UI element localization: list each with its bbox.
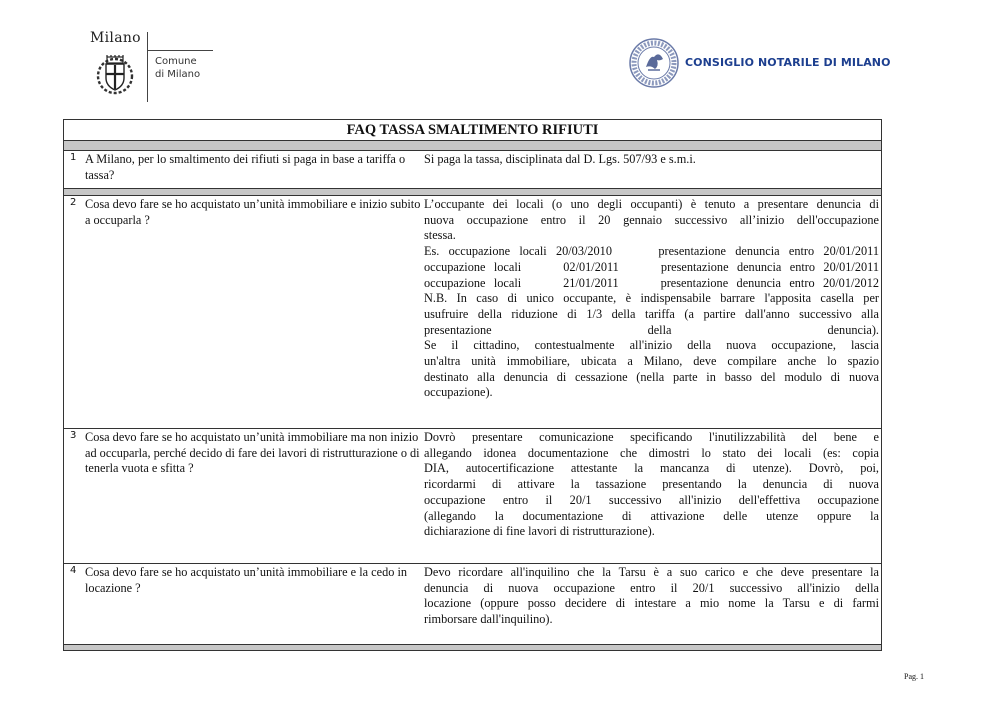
answer-line: usufruire della riduzione di 1/3 della tariffa (a partire dall'anno successivo alla <box>424 306 879 321</box>
faq-table <box>63 119 882 651</box>
question-text: Cosa devo fare se ho acquistato un’unità immobiliare ma non inizio ad occuparla, perché decido di fare dei lavori di ristrutturazione o di tenerla vuota e sfitta ? <box>85 430 420 476</box>
comune-line-2: di Milano <box>155 69 201 80</box>
row-number: 2 <box>70 197 77 208</box>
answer-line: L’occupante dei locali (o uno degli occupanti) è tenuto a presentare denuncia di <box>424 197 879 211</box>
answer-line: Se il cittadino, contestualmente all'inizio della nuova occupazione, lascia <box>424 338 879 353</box>
faq-row-4 <box>64 564 881 645</box>
answer-line: stessa. <box>424 228 456 243</box>
comune-line-1: Comune <box>155 56 197 67</box>
answer-line: occupazione locali 02/01/2011 presentazione denuncia entro 20/01/2011 <box>424 259 879 274</box>
answer-line: N.B. In caso di unico occupante, è indispensabile barrare l'apposita casella per <box>424 291 879 306</box>
answer-text <box>424 430 879 540</box>
answer-line: Es. occupazione locali 20/03/2010 presentazione denuncia entro 20/01/2011 <box>424 244 879 259</box>
city-crest-icon <box>92 52 138 98</box>
answer-text <box>424 197 879 401</box>
faq-row-3 <box>64 429 881 564</box>
answer-line: DIA, autocertificazione attestante la mancanza di utenze). Dovrò, poi, <box>424 461 879 476</box>
answer-line: occupazione entro il 20/1 successivo all'inizio dell'effettiva occupazione <box>424 492 879 507</box>
question-text: A Milano, per lo smaltimento dei rifiuti si paga in base a tariffa o tassa? <box>85 152 406 182</box>
page-number: Pag. 1 <box>904 672 924 681</box>
faq-row-1 <box>64 151 881 189</box>
answer-line: denuncia di nuova occupazione entro il 20/1 successivo all'inizio della <box>424 580 879 595</box>
answer-line: allegando idonea documentazione che dimostri lo stato dei locali (es: copia <box>424 445 879 460</box>
answer-line: (allegando la documentazione di attivazione delle utenze oppure la <box>424 508 879 523</box>
answer-line: Dovrò presentare comunicazione specificando l'inutilizzabilità del bene e <box>424 430 879 444</box>
row-separator <box>64 189 881 196</box>
comune-label <box>155 55 200 81</box>
header-band <box>64 141 881 151</box>
question-text: Cosa devo fare se ho acquistato un’unità immobiliare e la cedo in locazione ? <box>85 565 408 595</box>
answer-line: Devo ricordare all'inquilino che la Tarsu è a suo carico e che deve presentare la <box>424 565 879 579</box>
comune-di-milano-logo <box>90 30 220 102</box>
answer-line: Si paga la tassa, disciplinata dal D. Lgs. 507/93 e s.m.i. <box>424 152 696 166</box>
answer-line: destinato alla denuncia di cessazione (nella parte in basso del modulo di nuova <box>424 369 879 384</box>
question-text: Cosa devo fare se ho acquistato un’unità immobiliare e inizio subito a occuparla ? <box>85 197 421 227</box>
answer-line: presentazione della denuncia). <box>424 322 879 337</box>
faq-row-2 <box>64 196 881 429</box>
row-number: 4 <box>70 565 77 576</box>
answer-line: occupazione). <box>424 385 493 400</box>
answer-line: locazione (oppure posso decidere di intestare a mio nome la Tarsu e di farmi <box>424 596 879 611</box>
answer-line: un'altra unità immobiliare, ubicata a Milano, deve compilare anche lo spazio <box>424 354 879 369</box>
answer-line: occupazione locali 21/01/2011 presentazione denuncia entro 20/01/2012 <box>424 275 879 290</box>
row-number: 3 <box>70 430 77 441</box>
notarial-seal-icon <box>628 37 680 89</box>
answer-line: rimborsare dall'inquilino). <box>424 612 553 627</box>
notarile-name: CONSIGLIO NOTARILE DI MILANO <box>685 56 891 69</box>
row-number: 1 <box>70 152 77 163</box>
answer-line: dichiarazione di fine lavori di ristrutturazione). <box>424 524 655 539</box>
logo-divider-horizontal <box>147 50 213 51</box>
consiglio-notarile-logo <box>628 37 891 89</box>
answer-text <box>424 152 879 168</box>
answer-text <box>424 565 879 628</box>
answer-line: nuova occupazione entro il 20 gennaio successivo all’inizio dell'occupazione <box>424 212 879 227</box>
table-footer-band <box>64 645 881 650</box>
logo-divider-vertical <box>147 32 148 102</box>
milano-wordmark: Milano <box>90 30 141 46</box>
table-title: FAQ TASSA SMALTIMENTO RIFIUTI <box>64 120 881 141</box>
answer-line: ricordarmi di attivare la tassazione presentando la denuncia di nuova <box>424 477 879 492</box>
